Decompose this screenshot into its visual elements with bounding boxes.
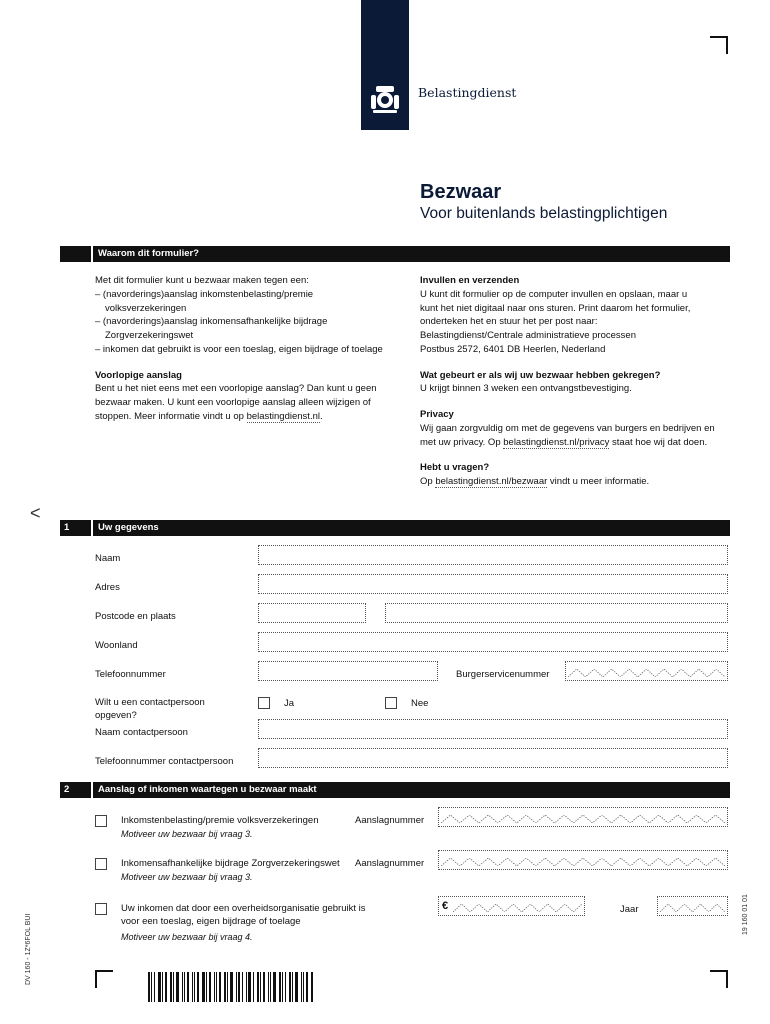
contact-ja-checkbox[interactable] bbox=[258, 697, 270, 709]
zvw-checkbox[interactable] bbox=[95, 858, 107, 870]
zvw-aanslag-field[interactable] bbox=[438, 850, 728, 870]
previous-page-chevron-icon[interactable]: < bbox=[30, 503, 41, 523]
tel-contact-label: Telefoonnummer contactpersoon bbox=[95, 756, 234, 767]
ib-aanslag-label: Aanslagnummer bbox=[355, 815, 425, 826]
postcode-label: Postcode en plaats bbox=[95, 611, 176, 622]
ib-label: Inkomstenbelasting/premie volksverzekeringen bbox=[121, 815, 319, 826]
naam-label: Naam bbox=[95, 553, 121, 564]
crop-mark-top-right bbox=[710, 36, 728, 54]
section-number: 1 bbox=[64, 522, 70, 533]
crop-mark-bottom-right bbox=[710, 970, 728, 988]
zvw-label: Inkomensafhankelijke bijdrage Zorgverzekeringswet bbox=[121, 858, 340, 869]
after-text: U krijgt binnen 3 weken een ontvangstbevestiging. bbox=[420, 383, 632, 395]
intro-item: – (navorderings)aanslag inkomensafhankelijke bijdrage bbox=[95, 316, 328, 328]
section-2-label: Aanslag of inkomen waartegen u bezwaar maakt bbox=[98, 784, 317, 795]
questions-heading: Hebt u vragen? bbox=[420, 462, 490, 474]
fill-text: onderteken het en stuur het per post naar: bbox=[420, 316, 598, 328]
inkomen-checkbox[interactable] bbox=[95, 903, 107, 915]
naam-field[interactable] bbox=[258, 545, 728, 565]
inkomen-amount-field[interactable] bbox=[438, 896, 585, 916]
intro-item: volksverzekeringen bbox=[105, 302, 187, 314]
privacy-text: Wij gaan zorgvuldig om met de gegevens van burgers en bedrijven en bbox=[420, 422, 715, 434]
privacy-text: met uw privacy. Op belastingdienst.nl/privacy staat hoe wij dat doen. bbox=[420, 436, 708, 448]
provisional-text: stoppen. Meer informatie vindt u op belastingdienst.nl. bbox=[95, 410, 323, 422]
fill-text: Postbus 2572, 6401 DB Heerlen, Nederland bbox=[420, 343, 606, 355]
form-code-right: 19 160 01 01 bbox=[742, 894, 749, 935]
contact-nee-label: Nee bbox=[411, 698, 429, 709]
page-subtitle: Voor buitenlands belastingplichtigen bbox=[420, 205, 668, 222]
belastingdienst-link[interactable]: belastingdienst.nl bbox=[246, 410, 320, 422]
provisional-text: Bent u het niet eens met een voorlopige aanslag? Dan kunt u geen bbox=[95, 383, 377, 395]
crest-icon bbox=[361, 0, 409, 130]
postcode-field[interactable] bbox=[258, 603, 366, 623]
intro-item: – (navorderings)aanslag inkomstenbelasting/premie bbox=[95, 288, 314, 300]
fill-text: kunt het niet digitaal naar ons sturen. Print daarom het formulier, bbox=[420, 302, 691, 314]
section-1-bar bbox=[60, 520, 730, 536]
zvw-aanslag-label: Aanslagnummer bbox=[355, 858, 425, 869]
intro-right bbox=[420, 274, 735, 489]
inkomen-label: Uw inkomen dat door een overheidsorganisatie gebruikt is voor een toeslag, eigen bijdrage of toelage bbox=[121, 903, 366, 928]
crop-mark-bottom-left bbox=[95, 970, 113, 988]
zvw-note: Motiveer uw bezwaar bij vraag 3. bbox=[121, 872, 253, 882]
bsn-label: Burgerservicenummer bbox=[456, 669, 550, 680]
telefoon-field[interactable] bbox=[258, 661, 438, 681]
ib-note: Motiveer uw bezwaar bij vraag 3. bbox=[121, 829, 253, 839]
naam-contact-field[interactable] bbox=[258, 719, 728, 739]
intro-item: – inkomen dat gebruikt is voor een toeslag, eigen bijdrage of toelage bbox=[95, 343, 383, 355]
telefoon-label: Telefoonnummer bbox=[95, 669, 166, 680]
provisional-text: bezwaar maken. U kunt een voorlopige aanslag alleen wijzigen of bbox=[95, 397, 371, 409]
questions-text: Op belastingdienst.nl/bezwaar vindt u meer informatie. bbox=[420, 476, 650, 488]
euro-sign: € bbox=[442, 900, 449, 912]
naam-contact-label: Naam contactpersoon bbox=[95, 727, 188, 738]
page-title: Bezwaar bbox=[420, 181, 502, 203]
privacy-link[interactable]: belastingdienst.nl/privacy bbox=[503, 436, 610, 448]
contact-question: Wilt u een contactpersoon opgeven? bbox=[95, 697, 205, 721]
jaar-label: Jaar bbox=[620, 904, 639, 915]
intro-lead: Met dit formulier kunt u bezwaar maken tegen een: bbox=[95, 275, 309, 286]
ib-aanslag-field[interactable] bbox=[438, 807, 728, 827]
intro-left bbox=[95, 274, 410, 424]
plaats-field[interactable] bbox=[385, 603, 728, 623]
bsn-field[interactable] bbox=[565, 661, 728, 681]
woonland-field[interactable] bbox=[258, 632, 728, 652]
fill-text: U kunt dit formulier op de computer invullen en opslaan, maar u bbox=[420, 288, 688, 300]
barcode bbox=[148, 972, 315, 1002]
adres-label: Adres bbox=[95, 582, 120, 593]
woonland-label: Woonland bbox=[95, 640, 138, 651]
provisional-heading: Voorlopige aanslag bbox=[95, 369, 182, 381]
section-number: 2 bbox=[64, 784, 70, 795]
fill-heading: Invullen en verzenden bbox=[420, 275, 520, 286]
intro-bar-label: Waarom dit formulier? bbox=[98, 248, 199, 259]
tel-contact-field[interactable] bbox=[258, 748, 728, 768]
contact-nee-checkbox[interactable] bbox=[385, 697, 397, 709]
form-code-left: DV 160 - 1Z*6FOL BUI bbox=[25, 913, 32, 985]
inkomen-note: Motiveer uw bezwaar bij vraag 4. bbox=[121, 932, 253, 942]
logo-bar bbox=[361, 0, 409, 130]
logo-wordmark: Belastingdienst bbox=[418, 85, 517, 100]
ib-checkbox[interactable] bbox=[95, 815, 107, 827]
contact-ja-label: Ja bbox=[284, 698, 295, 709]
privacy-heading: Privacy bbox=[420, 409, 454, 421]
bezwaar-link[interactable]: belastingdienst.nl/bezwaar bbox=[435, 476, 548, 488]
section-2-bar bbox=[60, 782, 730, 798]
fill-text: Belastingdienst/Centrale administratieve processen bbox=[420, 330, 636, 342]
intro-bar bbox=[60, 246, 730, 262]
after-heading: Wat gebeurt er als wij uw bezwaar hebben gekregen? bbox=[420, 369, 661, 381]
section-1-label: Uw gegevens bbox=[98, 522, 159, 533]
adres-field[interactable] bbox=[258, 574, 728, 594]
jaar-field[interactable] bbox=[657, 896, 728, 916]
intro-item: Zorgverzekeringswet bbox=[105, 330, 194, 342]
